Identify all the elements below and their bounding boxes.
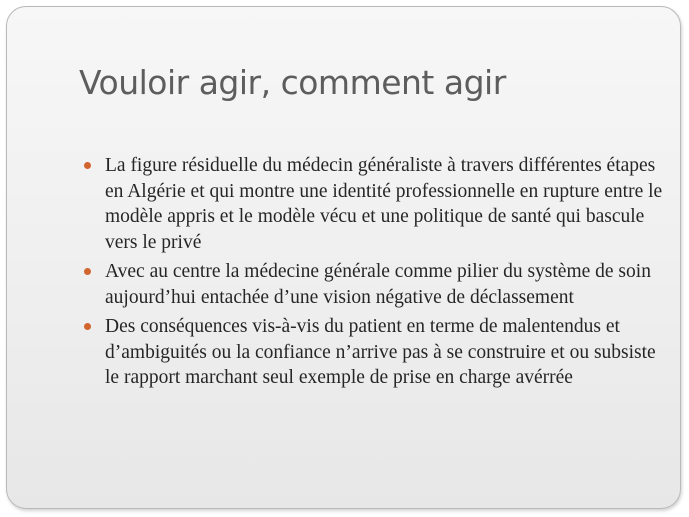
bullet-dot-icon [84, 323, 91, 330]
bullet-item [84, 314, 664, 391]
bullet-item [84, 153, 664, 255]
bullet-text: Avec au centre la médecine générale comme pilier du système de soin aujourd’hui entachée d’une vision négative de déclassement [105, 261, 651, 308]
bullet-list [84, 153, 664, 395]
bullet-dot-icon [84, 268, 91, 275]
bullet-item [84, 259, 664, 310]
bullet-text: Des conséquences vis-à-vis du patient en terme de malentendus et d’ambiguités ou la confiance n’arrive pas à se construire et ou subsiste le rapport marchant seul exemple de prise en charge avérrée [105, 316, 656, 388]
bullet-dot-icon [84, 162, 91, 169]
slide-title: Vouloir agir, comment agir [79, 63, 506, 102]
bullet-text: La figure résiduelle du médecin généraliste à travers différentes étapes en Algérie et qui montre une identité professionnelle en rupture entre le modèle appris et le modèle vécu et une politique de santé qui bascule vers le privé [105, 155, 663, 253]
slide [6, 6, 681, 509]
